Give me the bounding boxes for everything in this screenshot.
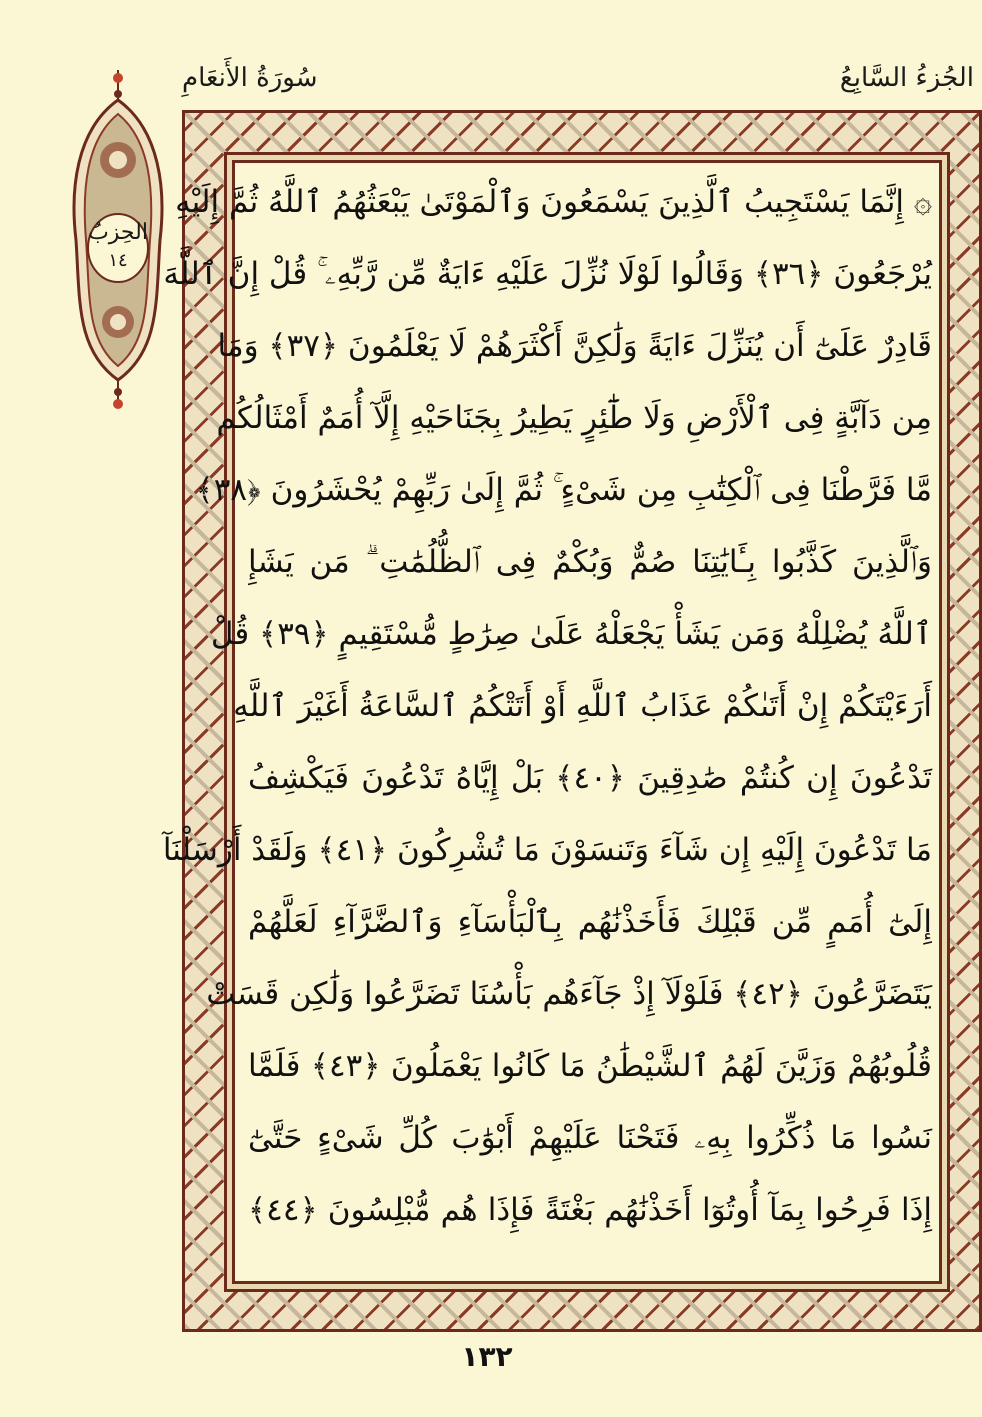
text-line: يُرْجَعُونَ ﴿٣٦﴾ وَقَالُوا لَوْلَا نُزِّلَ عَلَيْهِ ءَايَةٌ مِّن رَّبِّهِۦ ۚ قُلْ إِنَّ ٱللَّهَ bbox=[163, 256, 932, 292]
text-line: تَدْعُونَ إِن كُنتُمْ صَٰدِقِينَ ﴿٤٠﴾ بَلْ إِيَّاهُ تَدْعُونَ فَيَكْشِفُ bbox=[248, 760, 932, 796]
quran-text bbox=[162, 170, 932, 1270]
juz-header: الجُزءُ السَّابِعُ bbox=[839, 63, 974, 93]
hizb-number: ١٤ bbox=[108, 250, 128, 271]
text-line: إِلَىٰٓ أُمَمٍ مِّن قَبْلِكَ فَأَخَذْنَٰهُم بِٱلْبَأْسَآءِ وَٱلضَّرَّآءِ لَعَلَّهُمْ bbox=[248, 904, 932, 940]
text-line: وَٱلَّذِينَ كَذَّبُوا بِـَٔايَٰتِنَا صُمٌّ وَبُكْمٌ فِى ٱلظُّلُمَٰتِ ۗ مَن يَشَإِ bbox=[248, 544, 932, 580]
text-line: إِذَا فَرِحُوا بِمَآ أُوتُوٓا أَخَذْنَٰهُم بَغْتَةً فَإِذَا هُم مُّبْلِسُونَ ﴿٤٤﴾ bbox=[248, 1192, 932, 1228]
hizb-medallion bbox=[70, 70, 166, 410]
text-line: قُلُوبُهُمْ وَزَيَّنَ لَهُمُ ٱلشَّيْطَٰنُ مَا كَانُوا يَعْمَلُونَ ﴿٤٣﴾ فَلَمَّا bbox=[248, 1048, 932, 1084]
text-line: نَسُوا مَا ذُكِّرُوا بِهِۦ فَتَحْنَا عَلَيْهِمْ أَبْوَٰبَ كُلِّ شَىْءٍ حَتَّىٰٓ bbox=[248, 1120, 932, 1156]
text-line: أَرَءَيْتَكُمْ إِنْ أَتَىٰكُمْ عَذَابُ ٱللَّهِ أَوْ أَتَتْكُمُ ٱلسَّاعَةُ أَغَيْرَ ٱللَّهِ bbox=[233, 688, 932, 724]
text-line: قَادِرٌ عَلَىٰٓ أَن يُنَزِّلَ ءَايَةً وَلَٰكِنَّ أَكْثَرَهُمْ لَا يَعْلَمُونَ ﴿٣٧﴾ وَمَا bbox=[217, 328, 932, 364]
page-number: ١٣٢ bbox=[461, 1340, 513, 1373]
text-line: يَتَضَرَّعُونَ ﴿٤٢﴾ فَلَوْلَآ إِذْ جَآءَهُم بَأْسُنَا تَضَرَّعُوا وَلَٰكِن قَسَتْ bbox=[206, 976, 932, 1012]
surah-header: سُورَةُ الأَنعَامِ bbox=[182, 63, 318, 93]
hizb-label: الحِزبُ bbox=[88, 220, 148, 245]
text-line: ۞ إِنَّمَا يَسْتَجِيبُ ٱلَّذِينَ يَسْمَعُونَ وَٱلْمَوْتَىٰ يَبْعَثُهُمُ ٱللَّهُ ثُمَّ إِلَيْهِ bbox=[175, 184, 932, 220]
text-line: مَّا فَرَّطْنَا فِى ٱلْكِتَٰبِ مِن شَىْءٍ ۚ ثُمَّ إِلَىٰ رَبِّهِمْ يُحْشَرُونَ ﴿٣٨﴾ bbox=[195, 472, 932, 508]
text-line: ٱللَّهُ يُضْلِلْهُ وَمَن يَشَأْ يَجْعَلْهُ عَلَىٰ صِرَٰطٍ مُّسْتَقِيمٍ ﴿٣٩﴾ قُلْ bbox=[210, 616, 932, 652]
text-line: مِن دَآبَّةٍ فِى ٱلْأَرْضِ وَلَا طَٰٓئِرٍ يَطِيرُ بِجَنَاحَيْهِ إِلَّآ أُمَمٌ أَمْثَالُكُم bbox=[216, 400, 932, 436]
text-line: مَا تَدْعُونَ إِلَيْهِ إِن شَآءَ وَتَنسَوْنَ مَا تُشْرِكُونَ ﴿٤١﴾ وَلَقَدْ أَرْسَلْنَآ bbox=[162, 832, 932, 868]
